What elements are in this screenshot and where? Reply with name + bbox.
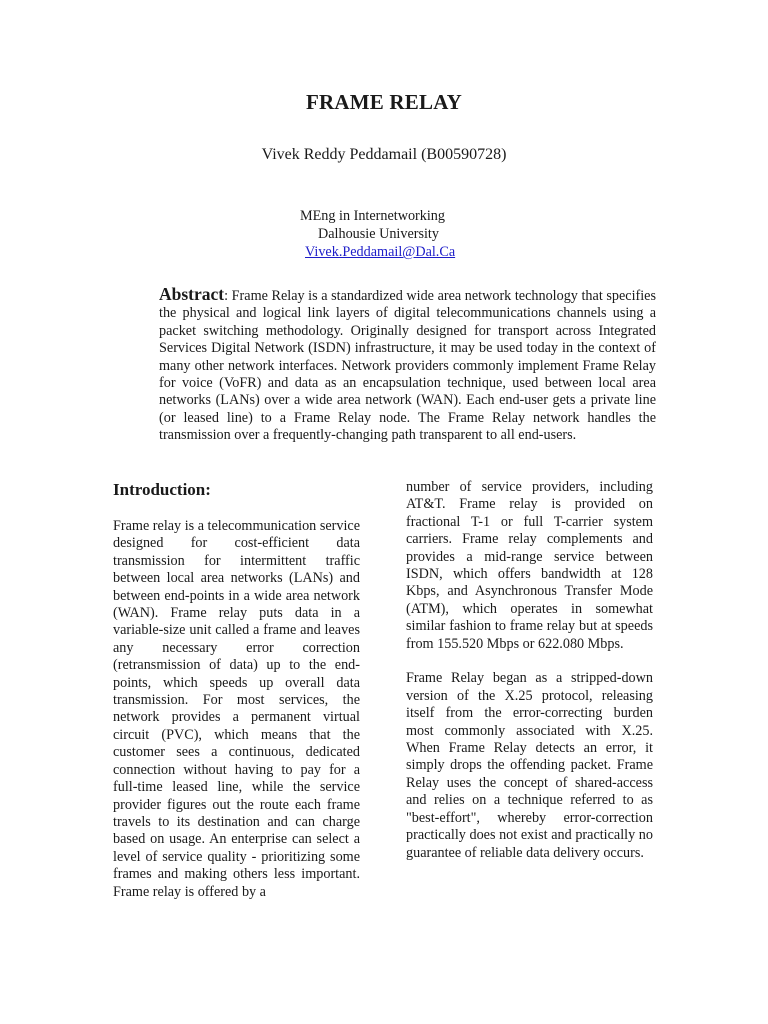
abstract-paragraph bbox=[159, 286, 656, 445]
intro-paragraph-right-1: number of service providers, including AT&T. Frame relay is provided on fractional T-1 or full T-carrier system carriers. Frame relay complements and provides a mid-range service between ISDN, which offers bandwidth at 128 Kbps, and Asynchronous Transfer Mode (ATM), which operates in somewhat similar fashion to frame relay but at speeds from 155.520 Mbps or 622.080 Mbps. bbox=[406, 479, 653, 652]
intro-paragraph-right-2: Frame Relay began as a stripped-down version of the X.25 protocol, releasing itself from the error-correcting burden most commonly associated with X.25. When Frame Relay detects an error, it simply drops the offending packet. Frame Relay uses the concept of shared-access and relies on a technique referred to as "best-effort", whereby error-correction practically does not exist and practically no guarantee of reliable data delivery occurs. bbox=[406, 670, 653, 861]
intro-paragraph-left: Frame relay is a telecommunication service designed for cost-efficient data transmission for intermittent traffic between local area networks (LANs) and between end-points in a wide area network (WAN). Frame relay puts data in a variable-size unit called a frame and leaves any necessary error correction (retransmission of data) up to the end-points, which speeds up overall data transmission. For most services, the network provides a permanent virtual circuit (PVC), which means that the customer sees a continuous, dedicated connection without having to pay for a full-time leased line, while the service provider figures out the route each frame travels to its destination and can charge based on usage. An enterprise can select a level of service quality - prioritizing some frames and making others less important. Frame relay is offered by a bbox=[113, 518, 360, 900]
paper-title: FRAME RELAY bbox=[305, 90, 463, 114]
affiliation-block bbox=[300, 207, 455, 261]
introduction-heading: Introduction: bbox=[113, 480, 211, 499]
author-line: Vivek Reddy Peddamail (B00590728) bbox=[261, 146, 507, 163]
left-column bbox=[113, 518, 360, 901]
abstract-text: : Frame Relay is a standardized wide area network technology that specifies the physical and logical link layers of digital telecommunications channels using a packet switching methodology. Originally designed for transport across Integrated Services Digital Network (ISDN) infrastructure, it may be used today in the context of many other network interfaces. Network providers commonly implement Frame Relay for voice (VoFR) and data as an encapsulation technique, used between local area networks (LANs) over a wide area network (WAN). Each end-user gets a private line (or leased line) to a Frame Relay node. The Frame Relay network handles the transmission over a frequently-changing path transparent to all end-users. bbox=[159, 288, 656, 444]
affiliation-university: Dalhousie University bbox=[318, 226, 439, 242]
affiliation-program: MEng in Internetworking bbox=[300, 208, 445, 224]
author-email-link[interactable]: Vivek.Peddamail@Dal.Ca bbox=[305, 244, 456, 260]
right-column bbox=[406, 479, 653, 862]
abstract-label: Abstract bbox=[159, 284, 225, 304]
